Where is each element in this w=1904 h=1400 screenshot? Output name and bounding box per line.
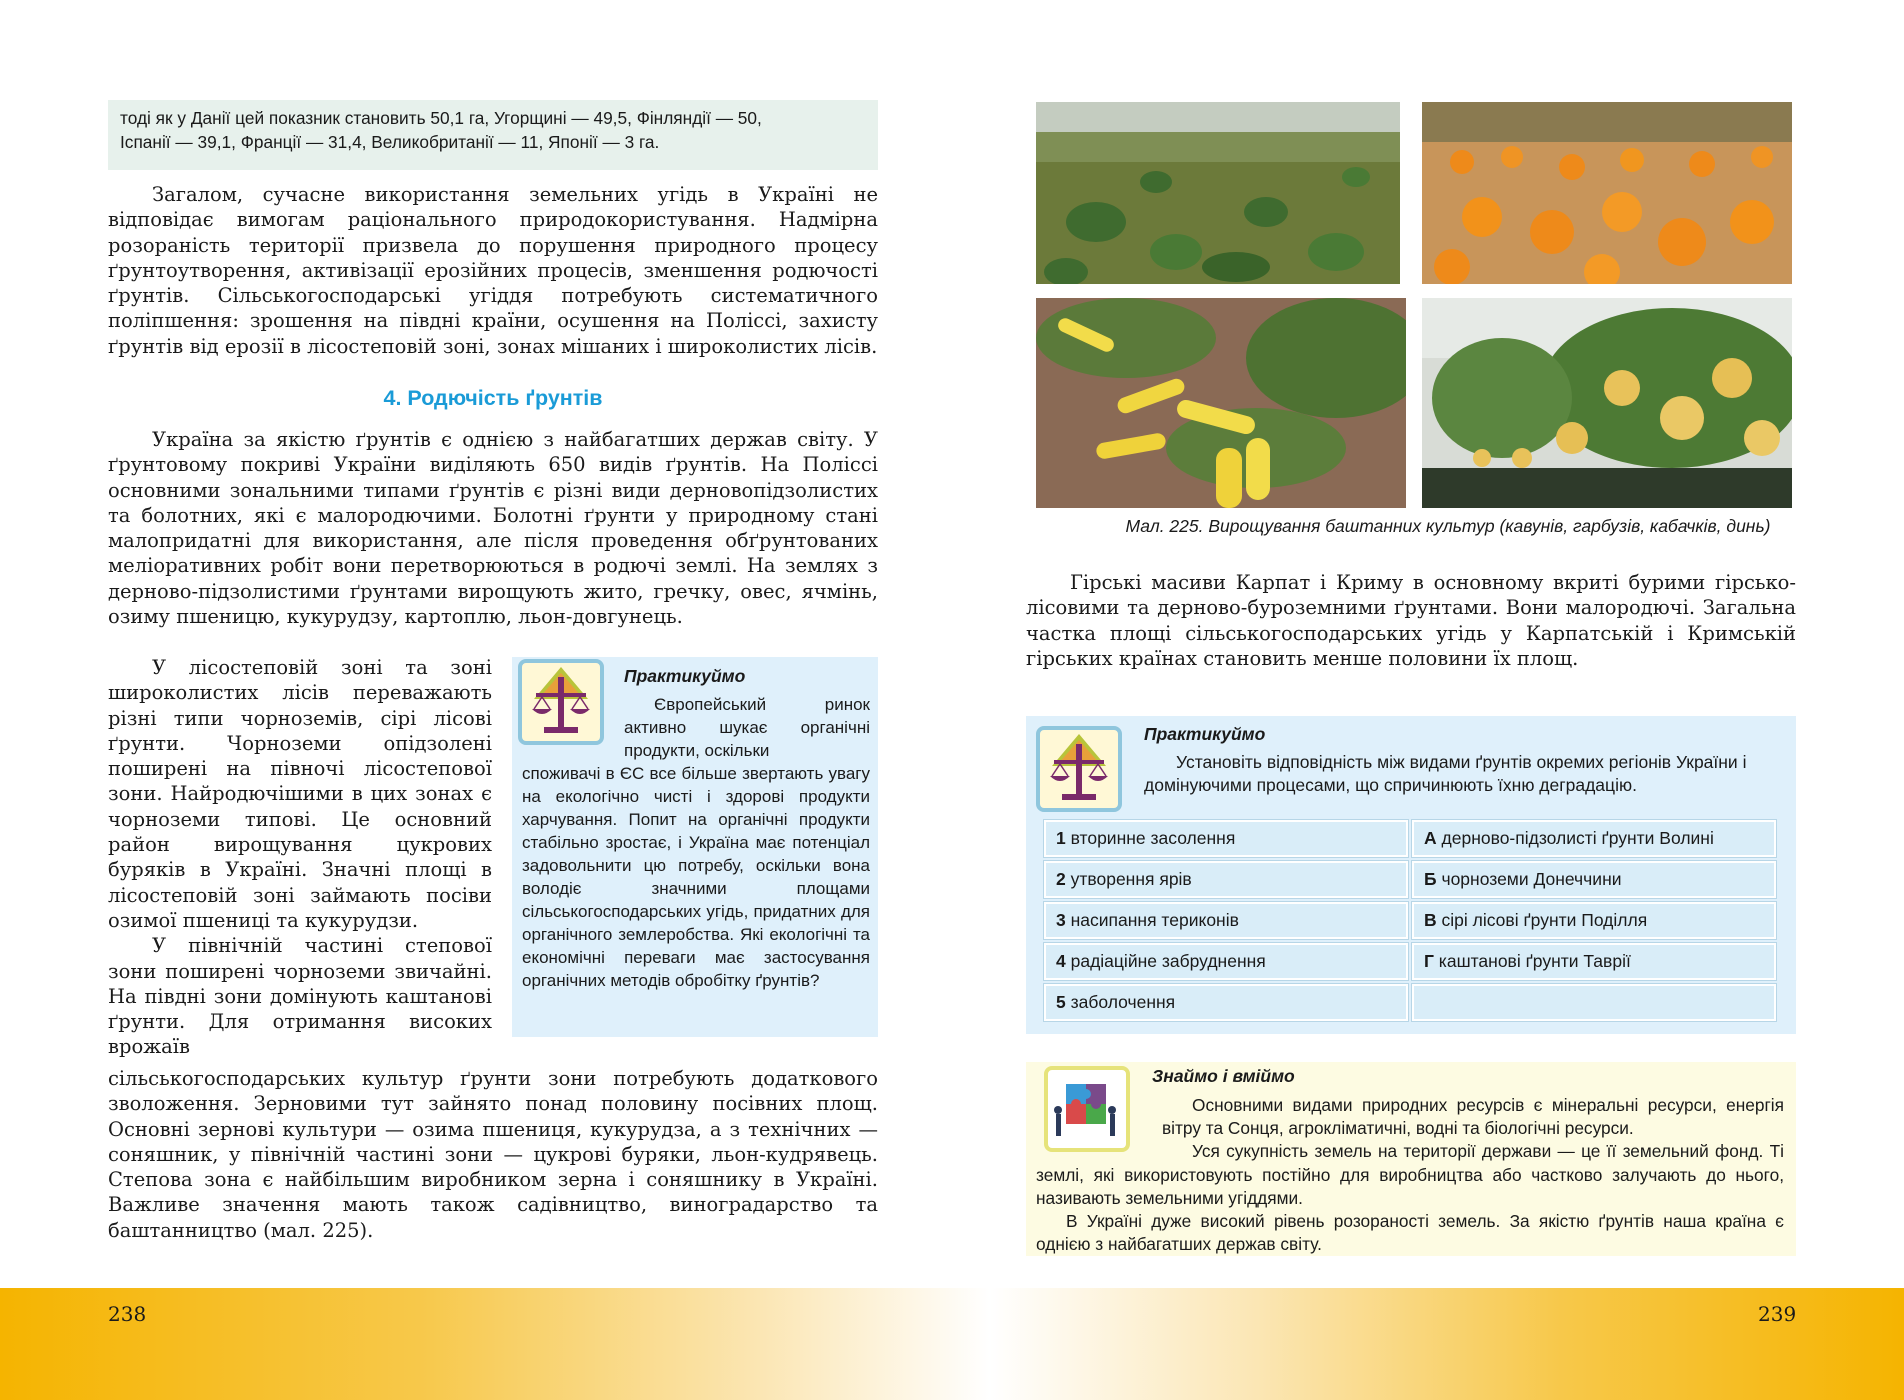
soil-cell	[1412, 861, 1776, 898]
section-heading: 4. Родючість ґрунтів	[383, 386, 603, 410]
watermelon-field-photo	[1036, 102, 1400, 284]
process-cell	[1044, 943, 1408, 980]
practice-text-left-2: споживачі в ЄС все більше звертають увагу на екологічно чисті і здорові продукти харчування. Попит на органічні продукти стабільно зростає, і Україна має потенціал задовольнити цю потребу, оскільки вона володіє значними площами сільськогосподарських угідь, придатних для органічного землеробства. Які екологічні та економічні переваги має застосування органічних методів обробітку ґрунтів?	[522, 764, 870, 990]
paragraph-steppe-rest: сільськогосподарських культур ґрунти зони потребують додаткового зволоження. Зерновими тут зайнято понад половину посівних площ. Основні зернові культури — озима пшениця, кукурудза, а з технічних — соняшник, у північній частині зони — цукрові буряки, льон-кудрявець. Степова зона є найбільшим виробником зерна і соняшнику в Україні. Важливе значення мають також садівництво, виноградарство та баштанництво (мал. 225).	[108, 1067, 878, 1242]
zucchini-field-photo	[1036, 298, 1406, 508]
note-line-1: тоді як у Данії цей показник становить 50,1 га, Угорщині — 49,5, Фінляндії — 50,	[120, 108, 762, 128]
note-box	[108, 100, 878, 170]
practice-text-right: Установіть відповідність між видами ґрунтів окремих регіонів України і домінуючими процесами, що спричинюють їхню деградацію.	[1144, 752, 1747, 795]
know-text	[1036, 1094, 1784, 1256]
soil-letter: А	[1424, 828, 1437, 848]
paragraph-soil-quality: Україна за якістю ґрунтів є однією з найбагатших держав світу. У ґрунтовому покриві України виділяють 650 видів ґрунтів. На Поліссі основними зональними типами ґрунтів є різні види дерновопідзолистих та болотних, які є малородючими. Болотні ґрунти у природному стані малопридатні для використання, але після проведення обґрунтованих меліоративних робіт вони перетворюються в родючі землі. На землях з дерново-підзолистими ґрунтами вирощують жито, гречку, овес, ячмінь, озиму пшеницю, кукурудзу, картоплю, льон-довгунець.	[108, 428, 878, 629]
page-number-left: 238	[108, 1302, 147, 1326]
practice-title-left: Практикуймо	[624, 666, 746, 686]
practice-title-right: Практикуймо	[1144, 724, 1266, 744]
paragraph-land-use: Загалом, сучасне використання земельних угідь в Україні не відповідає вимогам раціонального природокористування. Надмірна розораність території призвела до порушення природного процесу ґрунтоутворення, активізації ерозійних процесів, зменшення родючості ґрунтів. Сільськогосподарські угіддя потребують систематичного поліпшення: зрошення на півдні країни, осушення на Поліссі, захисту ґрунтів від ерозії в лісостеповій зоні, зонах мішаних і широколистих лісів.	[108, 183, 878, 358]
melon-greenhouse-photo	[1422, 298, 1792, 508]
page-number-right: 239	[1758, 1302, 1797, 1326]
paragraph-steppe-start: У північній частині степової зони поширені чорноземи звичайні. На півдні зони домінують каштанові ґрунти. Для отримання високих врожаїв	[108, 934, 492, 1059]
figure-caption: Мал. 225. Вирощування баштанних культур (кавунів, гарбузів, кабачків, динь)	[1125, 516, 1771, 536]
know-box	[1026, 1062, 1796, 1256]
know-p3: В Україні дуже високий рівень розораності земель. За якістю ґрунтів наша країна є однією з найбагатших держав світу.	[1036, 1211, 1784, 1255]
table-row	[1044, 861, 1776, 898]
table-row	[1044, 984, 1776, 1021]
process-number: 4	[1056, 951, 1066, 971]
soil-label: чорноземи Донеччини	[1441, 869, 1622, 889]
soil-label: каштанові ґрунти Таврії	[1438, 951, 1631, 971]
matching-table	[1040, 816, 1780, 1025]
process-number: 1	[1056, 828, 1066, 848]
process-number: 3	[1056, 910, 1066, 930]
know-p1: Основними видами природних ресурсів є мінеральні ресурси, енергія вітру та Сонця, агрокліматичні, водні та біологічні ресурси.	[1162, 1095, 1784, 1139]
process-number: 5	[1056, 992, 1066, 1012]
practice-text-left-1: Європейський ринок активно шукає органічні продукти, оскільки	[624, 695, 870, 760]
soil-letter: В	[1424, 910, 1437, 930]
process-cell	[1044, 984, 1408, 1021]
process-number: 2	[1056, 869, 1066, 889]
practice-text-right-wrap	[1144, 751, 1798, 797]
soil-cell	[1412, 902, 1776, 939]
soil-cell	[1412, 820, 1776, 857]
process-label: радіаційне забруднення	[1070, 951, 1266, 971]
page-footer-band	[0, 1288, 1904, 1400]
practice-box-right	[1026, 716, 1796, 1034]
soil-label: сірі лісові ґрунти Поділля	[1441, 910, 1648, 930]
practice-box-left	[512, 657, 878, 1037]
process-label: насипання териконів	[1070, 910, 1239, 930]
paragraph-mountains: Гірські масиви Карпат і Криму в основному вкриті бурими гірсько-лісовими та дерново-буроземними ґрунтами. Вони малородючі. Загальна частка площі сільськогосподарських угідь у Карпатській і Кримській гірських країнах становить менше половини їх площ.	[1026, 571, 1796, 670]
know-p2: Уся сукупність земель на території держави — це її земельний фонд. Ті землі, які використовують постійно для виробництва або частково залучають до нього, називають земельними угіддями.	[1036, 1141, 1784, 1208]
note-line-2: Іспанії — 39,1, Франції — 31,4, Великобританії — 11, Японії — 3 га.	[120, 132, 660, 152]
table-row	[1044, 902, 1776, 939]
process-label: утворення ярів	[1070, 869, 1192, 889]
soil-cell	[1412, 943, 1776, 980]
table-row	[1044, 943, 1776, 980]
soil-label: дерново-підзолисті ґрунти Волині	[1441, 828, 1714, 848]
paragraph-forest-steppe: У лісостеповій зоні та зоні широколистих лісів переважають різні типи чорноземів, сірі лісові ґрунти. Чорноземи опідзолені поширені на півночі лісостепової зони. Найродючішими в цих зонах є чорноземи типові. Це основний район вирощування цукрових буряків в Україні. Значні площі в лісостеповій зоні займають посіви озимої пшениці та кукурудзи.	[108, 656, 492, 932]
scales-icon	[1036, 726, 1122, 812]
forest-steppe-column	[108, 655, 492, 1060]
scales-icon	[518, 659, 604, 745]
soil-cell	[1412, 984, 1776, 1021]
process-cell	[1044, 820, 1408, 857]
table-row	[1044, 820, 1776, 857]
soil-letter: Г	[1424, 951, 1434, 971]
soil-letter: Б	[1424, 869, 1437, 889]
pumpkin-field-photo	[1422, 102, 1792, 284]
process-label: заболочення	[1070, 992, 1176, 1012]
process-cell	[1044, 861, 1408, 898]
know-title: Знаймо і вміймо	[1152, 1066, 1295, 1086]
process-label: вторинне засолення	[1070, 828, 1236, 848]
process-cell	[1044, 902, 1408, 939]
